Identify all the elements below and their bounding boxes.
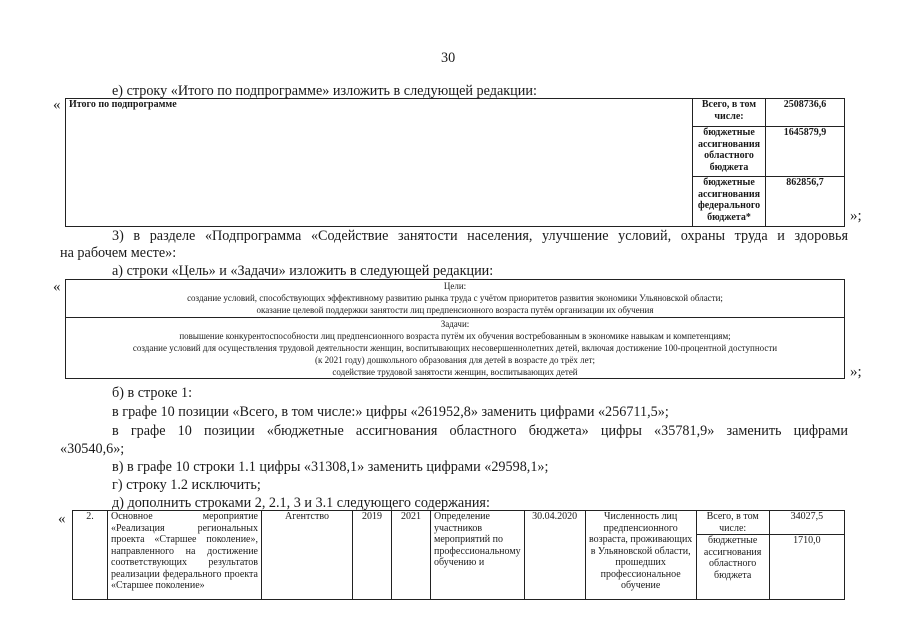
item-g-text: г) строку 1.2 исключить; [112, 477, 261, 493]
regional-budget-value: 1645879,9 [766, 127, 845, 177]
regional-budget-label: бюджетные ассигнования областного бюджета [693, 127, 766, 177]
fin-total-value: 34027,5 [769, 511, 844, 535]
row-number: 2. [73, 511, 108, 600]
page-number: 30 [441, 50, 456, 66]
item-b-text: б) в строке 1: [112, 385, 193, 401]
item-b2-line1: в графе 10 позиции «бюджетные ассигнования областного бюджета» цифры «35781,9» заменить цифрами [112, 423, 848, 439]
goal-item: создание условий, способствующих эффективному развитию рынка труда с учётом приоритетов развития экономики Ульяновской области; [187, 293, 723, 303]
item-b1-text: в графе 10 позиции «Всего, в том числе:» цифры «261952,8» заменить цифрами «256711,5»; [112, 404, 669, 420]
task-item: создание условий для осуществления трудовой деятельности женщин, воспитывающих несовершеннолетних детей, включая достижение 100-процентной доступности [132, 343, 778, 353]
date-cell: 30.04.2020 [524, 511, 585, 600]
indicator-cell: Определение участников мероприятий по профессиональному обучению и [431, 511, 525, 600]
federal-budget-label: бюджетные ассигнования федерального бюджета* [693, 177, 766, 227]
year-end-cell: 2021 [392, 511, 431, 600]
subprogram-total-table [65, 98, 845, 227]
task-item: (к 2021 году) дошкольного образования для детей в возрасте до трёх лет; [314, 355, 596, 365]
added-rows-table [72, 510, 845, 600]
fin-regional-value: 1710,0 [769, 535, 844, 600]
fin-total-label: Всего, в том числе: [696, 511, 769, 535]
total-value: 2508736,6 [766, 99, 845, 127]
executor-cell: Агентство [262, 511, 353, 600]
item-3-line2: на рабочем месте»: [60, 245, 177, 261]
tasks-title: Задачи: [440, 319, 470, 329]
subprogram-total-label: Итого по подпрограмме [66, 99, 693, 227]
total-label: Всего, в том числе: [693, 99, 766, 127]
task-item: содействие трудовой занятости женщин, воспитывающих детей [332, 367, 578, 377]
federal-budget-value: 862856,7 [766, 177, 845, 227]
target-cell: Численность лиц предпенсионного возраста, проживающих в Ульяновской области, прошедших профессиональное обучение [585, 511, 696, 600]
item-3-line1: 3) в разделе «Подпрограмма «Содействие занятости населения, улучшение условий, охраны труда и здоровья [112, 228, 848, 244]
item-d-text: д) дополнить строками 2, 2.1, 3 и 3.1 следующего содержания: [112, 495, 490, 511]
goals-tasks-table [65, 279, 845, 379]
close-quote-2: »; [850, 364, 862, 380]
task-item: повышение конкурентоспособности лиц предпенсионного возраста путём их обучения востребованным в экономике навыкам и компетенциям; [179, 331, 731, 341]
year-start-cell: 2019 [353, 511, 392, 600]
item-v-text: в) в графе 10 строки 1.1 цифры «31308,1» заменить цифрами «29598,1»; [112, 459, 549, 475]
item-e-text: е) строку «Итого по подпрограмме» изложить в следующей редакции: [112, 83, 537, 99]
fin-regional-label: бюджетные ассигнования областного бюджета [696, 535, 769, 600]
tasks-cell [66, 318, 845, 379]
goals-title: Цели: [443, 281, 467, 291]
open-quote-2: « [53, 279, 61, 295]
close-quote: »; [850, 208, 862, 224]
item-a-text: а) строки «Цель» и «Задачи» изложить в следующей редакции: [112, 263, 494, 279]
goal-item: оказание целевой поддержки занятости лиц предпенсионного возраста путём организации их обучения [256, 305, 654, 315]
item-b2-line2: «30540,6»; [60, 441, 125, 457]
event-cell: Основное мероприятие «Реализация региональных проекта «Старшее поколение», направленного на достижение соответствующих результатов реализации федерального проекта «Старшее поколение» [108, 511, 262, 600]
open-quote: « [53, 97, 61, 113]
open-quote-3: « [58, 511, 66, 527]
goals-cell [66, 280, 845, 318]
